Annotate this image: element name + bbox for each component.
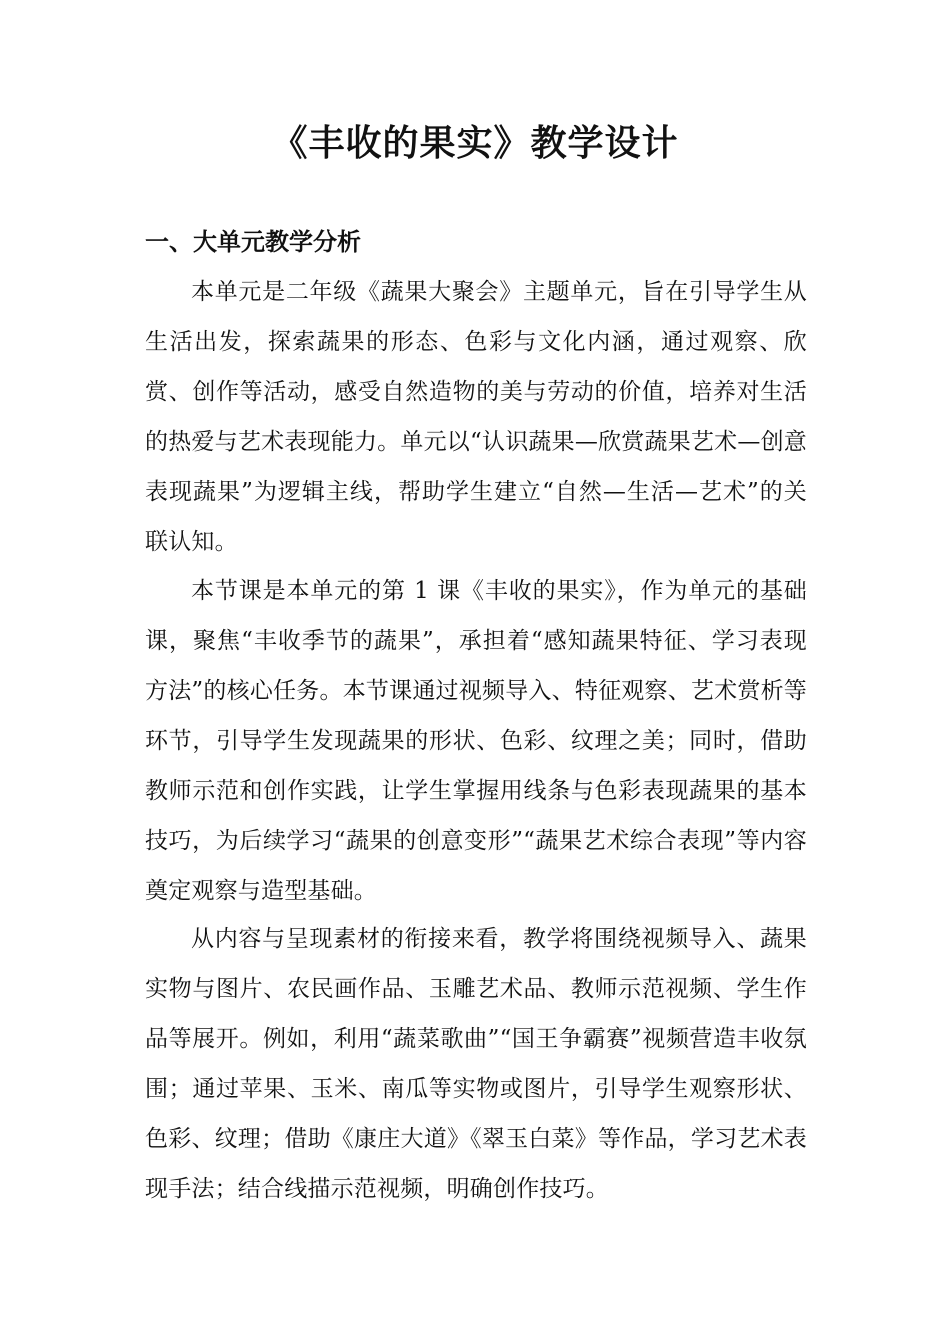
paragraph-lesson-role: 本节课是本单元的第 1 课《丰收的果实》，作为单元的基础课，聚焦“丰收季节的蔬果”，承担着“感知蔬果特征、学习表现方法”的核心任务。本节课通过视频导入、特征观察、艺术赏析等环节，引导学生发现蔬果的形状、色彩、纹理之美；同时，借助教师示范和创作实践，让学生掌握用线条与色彩表现蔬果的基本技巧，为后续学习“蔬果的创意变形”“蔬果艺术综合表现”等内容奠定观察与造型基础。 [145, 578, 807, 904]
paragraph-materials: 从内容与呈现素材的衔接来看，教学将围绕视频导入、蔬果实物与图片、农民画作品、玉雕艺术品、教师示范视频、学生作品等展开。例如，利用“蔬菜歌曲”“国王争霸赛”视频营造丰收氛围；通过苹果、玉米、南瓜等实物或图片，引导学生观察形状、色彩、纹理；借助《康庄大道》《翠玉白菜》等作品，学习艺术表现手法；结合线描示范视频，明确创作技巧。 [145, 926, 807, 1202]
section-heading: 一、大单元教学分析 [145, 227, 361, 256]
paragraph-unit-overview: 本单元是二年级《蔬果大聚会》主题单元，旨在引导学生从生活出发，探索蔬果的形态、色彩与文化内涵，通过观察、欣赏、创作等活动，感受自然造物的美与劳动的价值，培养对生活的热爱与艺术表现能力。单元以“认识蔬果—欣赏蔬果艺术—创意表现蔬果”为逻辑主线，帮助学生建立“自然—生活—艺术”的关联认知。 [145, 279, 807, 555]
document-title: 《丰收的果实》教学设计 [271, 122, 679, 164]
